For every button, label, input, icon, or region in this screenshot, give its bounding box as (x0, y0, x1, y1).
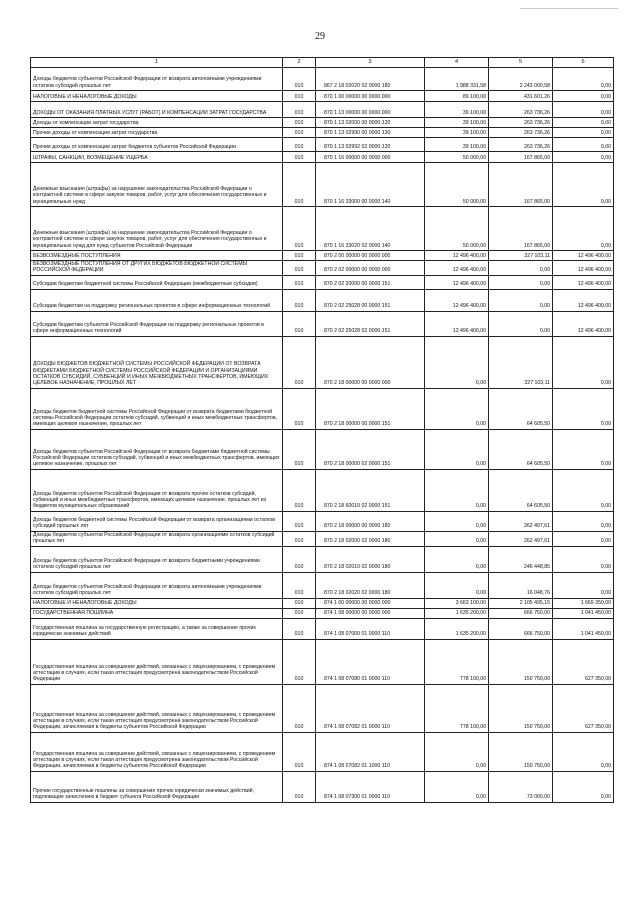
indicator-name: ШТРАФЫ, САНКЦИИ, ВОЗМЕЩЕНИЕ УЩЕРБА (31, 152, 283, 163)
value-col4: 0,00 (425, 572, 489, 598)
value-col5: 262 497,61 (489, 511, 553, 531)
budget-classification-code: 870 2 18 00000 00 0000 180 (316, 511, 425, 531)
value-col5: 2 243 000,58 (489, 68, 553, 91)
table-row (31, 138, 614, 152)
budget-classification-code: 870 2 18 00000 00 0000 151 (316, 388, 425, 429)
budget-classification-code: 870 1 16 00000 00 0000 000 (316, 152, 425, 163)
value-col4: 0,00 (425, 388, 489, 429)
indicator-name: Денежные взыскания (штрафы) за нарушение законодательства Российской Федерации о контрактной системе в сфере закупок товаров, работ, услуг для обеспечения государственных и муниципальных нужд для нужд субъектов Российской Федерации (31, 207, 283, 251)
line-code: 010 (283, 152, 316, 163)
line-code: 010 (283, 732, 316, 771)
value-col5: 327 103,11 (489, 251, 553, 261)
top-edge-line (520, 8, 618, 9)
line-code: 010 (283, 388, 316, 429)
line-code: 010 (283, 261, 316, 276)
budget-classification-code: 870 2 18 60010 02 0000 151 (316, 469, 425, 511)
value-col6: 1 669 350,00 (553, 598, 614, 608)
indicator-name: Доходы бюджетов субъектов Российской Федерации от возврата автономными учреждениями остатков субсидий прошлых лет (31, 68, 283, 91)
indicator-name: Государственная пошлина за государственную регистрацию, а также за совершение прочих юридически значимых действий (31, 618, 283, 639)
value-col4: 0,00 (425, 771, 489, 802)
budget-classification-code: 870 1 13 02992 02 0000 130 (316, 138, 425, 152)
value-col4: 39 100,00 (425, 138, 489, 152)
value-col5: 263 736,26 (489, 128, 553, 138)
value-col6: 0,00 (553, 429, 614, 469)
value-col6: 0,00 (553, 207, 614, 251)
table-row (31, 639, 614, 684)
budget-classification-code: 870 2 18 02020 02 0000 180 (316, 572, 425, 598)
table-row (31, 771, 614, 802)
value-col4: 12 496 400,00 (425, 311, 489, 336)
value-col6: 12 496 400,00 (553, 251, 614, 261)
value-col5: 73 000,00 (489, 771, 553, 802)
budget-classification-code: 870 2 18 02000 02 0000 180 (316, 531, 425, 546)
value-col6: 0,00 (553, 128, 614, 138)
line-code: 010 (283, 771, 316, 802)
indicator-name: Доходы бюджетов субъектов Российской Федерации от возврата организациями остатков субсидий прошлых лет (31, 531, 283, 546)
indicator-name: Прочие доходы от компенсации затрат бюджетов субъектов Российской Федерации (31, 138, 283, 152)
table-row (31, 429, 614, 469)
budget-classification-code: 874 1 08 07082 01 0000 110 (316, 684, 425, 732)
line-code: 010 (283, 102, 316, 118)
budget-classification-code: 870 2 02 25028 00 0000 151 (316, 289, 425, 311)
table-row (31, 572, 614, 598)
budget-classification-code: 870 2 00 00000 00 0000 000 (316, 251, 425, 261)
value-col6: 0,00 (553, 138, 614, 152)
value-col6: 627 350,00 (553, 639, 614, 684)
table-row (31, 163, 614, 207)
line-code: 010 (283, 128, 316, 138)
indicator-name: Прочие доходы от компенсации затрат государства (31, 128, 283, 138)
value-col5: 167 865,00 (489, 207, 553, 251)
value-col6: 0,00 (553, 118, 614, 128)
indicator-name: Прочие государственные пошлины за совершение прочих юридически значимых действий, подлежащие зачислению в бюджет субъекта Российской Федерации (31, 771, 283, 802)
indicator-name: Доходы бюджетов бюджетной системы Российской Федерации от возврата бюджетами бюджетной системы Российской Федерации остатков субсидий, субвенций и иных межбюджетных трансфертов, имеющих целевое назначение, прошлых лет (31, 388, 283, 429)
indicator-name: Доходы от компенсации затрат государства (31, 118, 283, 128)
line-code: 010 (283, 546, 316, 572)
value-col4: 0,00 (425, 546, 489, 572)
table-row (31, 608, 614, 618)
table-row (31, 511, 614, 531)
value-col5: 64 605,50 (489, 388, 553, 429)
value-col5: 262 497,61 (489, 531, 553, 546)
table-row (31, 118, 614, 128)
value-col6: 0,00 (553, 546, 614, 572)
value-col5: 150 750,00 (489, 684, 553, 732)
table-row (31, 598, 614, 608)
value-col6: 0,00 (553, 336, 614, 388)
budget-classification-code: 874 1 08 00000 00 0000 000 (316, 608, 425, 618)
value-col6: 0,00 (553, 732, 614, 771)
value-col6: 0,00 (553, 102, 614, 118)
value-col5: 666 750,00 (489, 618, 553, 639)
budget-classification-code: 870 2 18 00000 00 0000 000 (316, 336, 425, 388)
line-code: 010 (283, 608, 316, 618)
value-col4: 1 635 200,00 (425, 608, 489, 618)
budget-classification-code: 870 2 02 25028 02 0000 151 (316, 311, 425, 336)
indicator-name: Доходы бюджетов бюджетной системы Российской Федерации от возврата организациями остатков субсидий прошлых лет (31, 511, 283, 531)
table-row (31, 336, 614, 388)
value-col5: 0,00 (489, 275, 553, 289)
value-col6: 0,00 (553, 388, 614, 429)
line-code: 010 (283, 289, 316, 311)
value-col4: 50 000,00 (425, 163, 489, 207)
line-code: 010 (283, 336, 316, 388)
value-col6: 0,00 (553, 531, 614, 546)
indicator-name: БЕЗВОЗМЕЗДНЫЕ ПОСТУПЛЕНИЯ ОТ ДРУГИХ БЮДЖЕТОВ БЮДЖЕТНОЙ СИСТЕМЫ РОССИЙСКОЙ ФЕДЕРАЦИИ (31, 261, 283, 276)
line-code: 010 (283, 429, 316, 469)
value-col5: 167 865,00 (489, 152, 553, 163)
value-col4: 3 663 100,00 (425, 598, 489, 608)
value-col4: 50 000,00 (425, 207, 489, 251)
value-col5: 263 736,26 (489, 102, 553, 118)
value-col4: 12 496 400,00 (425, 289, 489, 311)
value-col5: 431 601,26 (489, 91, 553, 102)
table-header-row (31, 58, 614, 68)
value-col6: 0,00 (553, 469, 614, 511)
budget-classification-code: 870 1 13 02990 00 0000 130 (316, 128, 425, 138)
value-col6: 0,00 (553, 771, 614, 802)
value-col5: 263 736,26 (489, 138, 553, 152)
line-code: 010 (283, 275, 316, 289)
line-code: 010 (283, 618, 316, 639)
budget-classification-code: 870 1 13 02000 00 0000 130 (316, 118, 425, 128)
value-col6: 1 041 450,00 (553, 608, 614, 618)
indicator-name: Доходы бюджетов субъектов Российской Федерации от возврата автономными учреждениями остатков субсидий прошлых лет (31, 572, 283, 598)
budget-classification-code: 870 1 16 33020 02 0000 140 (316, 207, 425, 251)
line-code: 010 (283, 598, 316, 608)
column-header: 5 (489, 58, 553, 68)
indicator-name: Субсидии бюджетам на поддержку региональных проектов в сфере информационных технологий (31, 289, 283, 311)
line-code: 010 (283, 684, 316, 732)
value-col4: 12 496 400,00 (425, 251, 489, 261)
value-col5: 64 605,50 (489, 469, 553, 511)
indicator-name: Доходы бюджетов субъектов Российской Федерации от возврата прочих остатков субсидий, субвенций и иных межбюджетных трансфертов, имеющих целевое назначение, прошлых лет из бюджетов муниципальных образований (31, 469, 283, 511)
budget-classification-code: 870 1 00 00000 00 0000 000 (316, 91, 425, 102)
table-row (31, 311, 614, 336)
value-col4: 50 000,00 (425, 152, 489, 163)
indicator-name: ДОХОДЫ ОТ ОКАЗАНИЯ ПЛАТНЫХ УСЛУГ (РАБОТ) И КОМПЕНСАЦИИ ЗАТРАТ ГОСУДАРСТВА (31, 102, 283, 118)
column-header: 6 (553, 58, 614, 68)
indicator-name: БЕЗВОЗМЕЗДНЫЕ ПОСТУПЛЕНИЯ (31, 251, 283, 261)
indicator-name: Государственная пошлина за совершение действий, связанных с лицензированием, с проведением аттестации в случаях, если такая аттестация предусмотрена законодательством Российской Федерации, зачисляемая в бюджеты субъектов Российской Федерации (31, 732, 283, 771)
value-col4: 0,00 (425, 469, 489, 511)
budget-classification-code: 874 1 08 07082 01 1000 110 (316, 732, 425, 771)
column-header: 1 (31, 58, 283, 68)
table-row (31, 261, 614, 276)
value-col5: 64 605,50 (489, 429, 553, 469)
indicator-name: Субсидии бюджетам бюджетной системы Российской Федерации (межбюджетные субсидии) (31, 275, 283, 289)
value-col5: 0,00 (489, 289, 553, 311)
indicator-name: НАЛОГОВЫЕ И НЕНАЛОГОВЫЕ ДОХОДЫ (31, 91, 283, 102)
budget-classification-code: 870 2 18 02010 02 0000 180 (316, 546, 425, 572)
table-row (31, 275, 614, 289)
budget-classification-code: 867 2 18 02020 02 0000 180 (316, 68, 425, 91)
indicator-name: ГОСУДАРСТВЕННАЯ ПОШЛИНА (31, 608, 283, 618)
value-col5: 16 048,76 (489, 572, 553, 598)
value-col6: 627 350,00 (553, 684, 614, 732)
indicator-name: НАЛОГОВЫЕ И НЕНАЛОГОВЫЕ ДОХОДЫ (31, 598, 283, 608)
value-col6: 12 496 400,00 (553, 289, 614, 311)
value-col4: 0,00 (425, 336, 489, 388)
column-header: 2 (283, 58, 316, 68)
value-col4: 0,00 (425, 732, 489, 771)
value-col6: 12 496 400,00 (553, 261, 614, 276)
table-row (31, 68, 614, 91)
value-col5: 150 750,00 (489, 639, 553, 684)
column-header: 4 (425, 58, 489, 68)
line-code: 010 (283, 639, 316, 684)
table-row (31, 152, 614, 163)
value-col6: 0,00 (553, 68, 614, 91)
value-col5: 263 736,26 (489, 118, 553, 128)
value-col5: 246 448,85 (489, 546, 553, 572)
line-code: 010 (283, 68, 316, 91)
value-col5: 0,00 (489, 311, 553, 336)
table-row (31, 546, 614, 572)
value-col6: 12 496 400,00 (553, 275, 614, 289)
value-col5: 2 105 495,15 (489, 598, 553, 608)
table-row (31, 102, 614, 118)
line-code: 010 (283, 511, 316, 531)
column-header: 3 (316, 58, 425, 68)
budget-classification-code: 870 2 02 20000 00 0000 151 (316, 275, 425, 289)
table-row (31, 207, 614, 251)
value-col4: 39 100,00 (425, 128, 489, 138)
value-col5: 327 103,11 (489, 336, 553, 388)
budget-classification-code: 874 1 00 00000 00 0000 000 (316, 598, 425, 608)
budget-classification-code: 870 1 13 00000 00 0000 000 (316, 102, 425, 118)
indicator-name: Денежные взыскания (штрафы) за нарушение законодательства Российской Федерации о контрактной системе в сфере закупок товаров, работ, услуг для обеспечения государственных и муниципальных нужд (31, 163, 283, 207)
line-code: 010 (283, 91, 316, 102)
value-col4: 0,00 (425, 429, 489, 469)
value-col5: 167 865,00 (489, 163, 553, 207)
table-row (31, 91, 614, 102)
value-col6: 0,00 (553, 511, 614, 531)
indicator-name: ДОХОДЫ БЮДЖЕТОВ БЮДЖЕТНОЙ СИСТЕМЫ РОССИЙСКОЙ ФЕДЕРАЦИИ ОТ ВОЗВРАТА БЮДЖЕТАМИ БЮДЖЕТНОЙ СИСТЕМЫ РОССИЙСКОЙ ФЕДЕРАЦИИ И ОРГАНИЗАЦИЯМИ ОСТАТКОВ СУБСИДИЙ, СУБВЕНЦИЙ И ИНЫХ МЕЖБЮДЖЕТНЫХ ТРАНСФЕРТОВ, ИМЕЮЩИХ ЦЕЛЕВОЕ НАЗНАЧЕНИЕ, ПРОШЛЫХ ЛЕТ (31, 336, 283, 388)
indicator-name: Субсидии бюджетам субъектов Российской Федерации на поддержку региональных проектов в сфере информационных технологий (31, 311, 283, 336)
value-col5: 0,00 (489, 261, 553, 276)
line-code: 010 (283, 531, 316, 546)
table-row (31, 128, 614, 138)
value-col6: 1 041 450,00 (553, 618, 614, 639)
revenue-report-table (30, 57, 614, 803)
line-code: 010 (283, 469, 316, 511)
value-col4: 12 496 400,00 (425, 275, 489, 289)
line-code: 010 (283, 163, 316, 207)
indicator-name: Государственная пошлина за совершение действий, связанных с лицензированием, с проведением аттестации в случаях, если такая аттестация предусмотрена законодательством Российской Федерации, зачисляемая в бюджеты субъектов Российской Федерации (31, 684, 283, 732)
value-col4: 39 100,00 (425, 102, 489, 118)
table-row (31, 469, 614, 511)
value-col4: 778 100,00 (425, 684, 489, 732)
value-col4: 12 496 400,00 (425, 261, 489, 276)
value-col4: 89 100,00 (425, 91, 489, 102)
page-number: 29 (315, 31, 325, 42)
budget-classification-code: 870 2 02 00000 00 0000 000 (316, 261, 425, 276)
table-row (31, 732, 614, 771)
budget-classification-code: 874 1 08 07000 01 0000 110 (316, 618, 425, 639)
value-col4: 1 635 200,00 (425, 618, 489, 639)
indicator-name: Доходы бюджетов субъектов Российской Федерации от возврата бюджетами бюджетной системы Российской Федерации остатков субсидий, субвенций и иных межбюджетных трансфертов, имеющих целевое назначение, прошлых лет (31, 429, 283, 469)
budget-classification-code: 870 1 16 33000 00 0000 140 (316, 163, 425, 207)
line-code: 010 (283, 138, 316, 152)
line-code: 010 (283, 207, 316, 251)
table-row (31, 618, 614, 639)
value-col6: 0,00 (553, 152, 614, 163)
table-row (31, 251, 614, 261)
table-row (31, 388, 614, 429)
value-col6: 0,00 (553, 572, 614, 598)
indicator-name: Доходы бюджетов субъектов Российской Федерации от возврата бюджетными учреждениями остатков субсидий прошлых лет (31, 546, 283, 572)
value-col4: 0,00 (425, 511, 489, 531)
value-col4: 1 988 331,58 (425, 68, 489, 91)
table-row (31, 289, 614, 311)
line-code: 010 (283, 311, 316, 336)
value-col5: 666 750,00 (489, 608, 553, 618)
table-row (31, 531, 614, 546)
value-col6: 0,00 (553, 91, 614, 102)
table-row (31, 684, 614, 732)
value-col4: 0,00 (425, 531, 489, 546)
line-code: 010 (283, 572, 316, 598)
indicator-name: Государственная пошлина за совершение действий, связанных с лицензированием, с проведением аттестации в случаях, если такая аттестация предусмотрена законодательством Российской Федерации (31, 639, 283, 684)
value-col4: 778 100,00 (425, 639, 489, 684)
budget-classification-code: 874 1 08 07300 01 0000 110 (316, 771, 425, 802)
value-col6: 12 496 400,00 (553, 311, 614, 336)
budget-classification-code: 870 2 18 00000 02 0000 151 (316, 429, 425, 469)
line-code: 010 (283, 251, 316, 261)
value-col6: 0,00 (553, 163, 614, 207)
value-col4: 39 100,00 (425, 118, 489, 128)
value-col5: 150 750,00 (489, 732, 553, 771)
line-code: 010 (283, 118, 316, 128)
budget-classification-code: 874 1 08 07080 01 0000 110 (316, 639, 425, 684)
